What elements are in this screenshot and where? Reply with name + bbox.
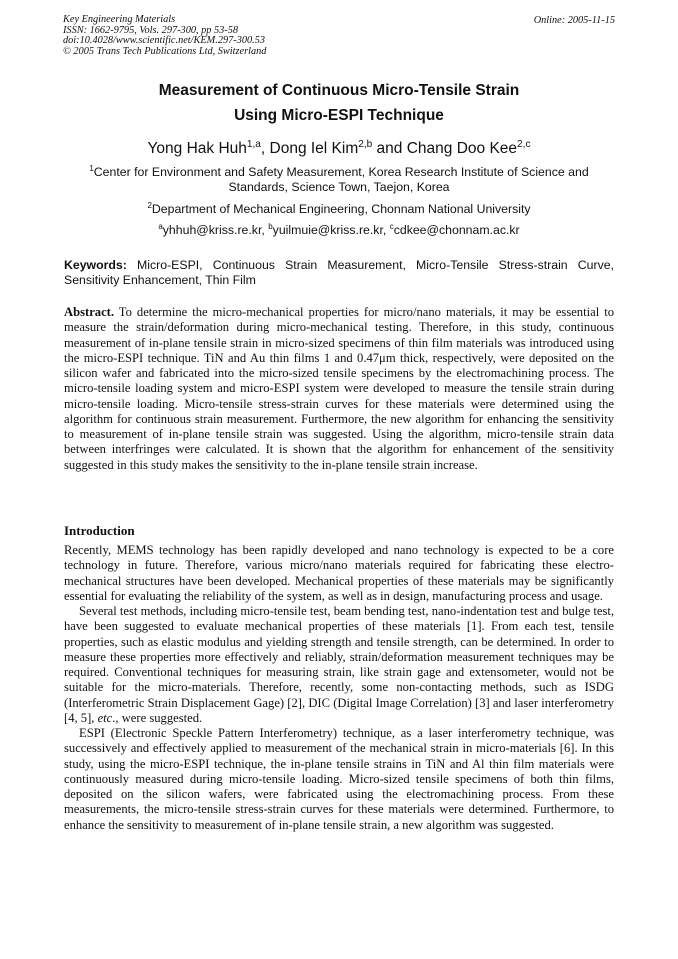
email-link[interactable]: yuilmuie@kriss.re.kr, bbox=[272, 223, 390, 237]
affiliation-1 bbox=[80, 165, 598, 195]
title-line-2: Using Micro-ESPI Technique bbox=[234, 107, 444, 124]
aff-sup: 1 bbox=[89, 163, 94, 173]
copyright: © 2005 Trans Tech Publications Ltd, Switzerland bbox=[63, 45, 267, 57]
abstract-text: To determine the micro-mechanical properties for micro/nano materials, it may be essential to measure the strain/deformation during micro-mechanical testing. Therefore, in this study, continuous measurement of in-plane tensile strain in micro-sized specimens of thin film materials was introduced using the micro-ESPI technique. TiN and Au thin films 1 and 0.47μm thick, respectively, were deposited on the silicon wafer and fabricated into the micro-sized tensile specimens by the electromachining process. The micro-tensile loading system and micro-ESPI system were developed to measure the tensile strain during micro-tensile loading. Micro-tensile stress-strain curves for these materials were determined using the algorithm for continuous strain measurement. Furthermore, the new algorithm for enhancing the sensitivity to measurement of in-plane tensile strain was suggested. Using the algorithm, micro-tensile strain data between interfringes were calculated. It is shown that the algorithm for enhancement of the sensitivity suggested in this study makes the sensitivity to the in-plane tensile strain increase. bbox=[64, 305, 614, 472]
sep: and bbox=[372, 140, 407, 157]
doi: doi:10.4028/www.scientific.net/KEM.297-300.53 bbox=[63, 35, 266, 47]
aff-text: Department of Mechanical Engineering, Chonnam National University bbox=[151, 202, 531, 216]
emails bbox=[0, 223, 678, 238]
aff-text: Center for Environment and Safety Measurement, Korea Research Institute of Science and Standards, Science Town, Taejon, Korea bbox=[93, 165, 589, 194]
title-line-1: Measurement of Continuous Micro-Tensile Strain bbox=[158, 82, 520, 99]
keywords bbox=[64, 258, 614, 287]
sep: , bbox=[260, 140, 270, 157]
author-sup: 2,c bbox=[517, 138, 531, 150]
paragraph: ESPI (Electronic Speckle Pattern Interferometry) technique, as a laser interferometry technique, was successively and effectively applied to measurement of the mechanical strain in micro-materials [6]. In this study, using the micro-ESPI technique, the in-plane tensile strains in TiN and Al thin film materials were continuously measured during micro-tensile loading. Micro-sized tensile specimens of both thin films, deposited on the silicon wafers, were fabricated using the electromachining process. From these measurements, the micro-tensile stress-strain curves for these materials were determined. Furthermore, to enhance the sensitivity to measurement of in-plane tensile strain, a new algorithm was suggested. bbox=[64, 726, 614, 832]
email-sup: c bbox=[389, 221, 394, 231]
paragraph bbox=[64, 604, 614, 726]
authors bbox=[0, 140, 678, 158]
section-heading: Introduction bbox=[64, 523, 135, 538]
abstract bbox=[64, 305, 614, 473]
keywords-label: Keywords: bbox=[64, 258, 127, 272]
author-sup: 1,a bbox=[246, 138, 261, 150]
aff-sup: 2 bbox=[147, 200, 152, 210]
keywords-text: Micro-ESPI, Continuous Strain Measurement, Micro-Tensile Stress-strain Curve, Sensitivity Enhancement, Thin Film bbox=[64, 258, 614, 287]
email-link[interactable]: cdkee@chonnam.ac.kr bbox=[393, 223, 520, 237]
affiliation-2 bbox=[0, 202, 678, 217]
text: ., were suggested. bbox=[112, 710, 203, 725]
journal-header bbox=[63, 15, 266, 57]
issn: ISSN: 1662-9795, Vols. 297-300, pp 53-58 bbox=[63, 24, 239, 36]
author-sup: 2,b bbox=[358, 138, 373, 150]
email-sup: a bbox=[158, 221, 163, 231]
email-sup: b bbox=[268, 221, 273, 231]
text: etc bbox=[97, 710, 113, 725]
text: Several test methods, including micro-tensile test, beam bending test, nano-indentation test and bulge test, have been suggested to evaluate mechanical properties of these materials [1]. From each test, tensile properties, such as elastic modulus and yielding strength and tensile strength, can be determined. In order to measure these properties more effectively and reliably, strain/deformation measurement techniques may be required. Conventional techniques for measuring strain, like strain gage and extensometer, would not be suitable for the micro-materials. Therefore, recently, some non-contacting methods, such as ISDG (Interferometric Strain Displacement Gage) [2], DIC (Digital Image Correlation) [3] and laser interferometry [4, 5], bbox=[64, 604, 614, 725]
abstract-label: Abstract. bbox=[64, 305, 115, 319]
introduction bbox=[64, 543, 614, 833]
author: Yong Hak Huh bbox=[147, 140, 247, 157]
journal-name: Key Engineering Materials bbox=[63, 14, 176, 25]
paragraph: Recently, MEMS technology has been rapidly developed and nano technology is expected to be a core technology in future. Therefore, various micro/nano materials required for fabricating these electro-mechanical structures have been developed. Mechanical properties of these materials may be significantly essential for evaluating the reliability of the system, as well as in design, manufacturing process and usage. bbox=[64, 543, 614, 603]
author: Chang Doo Kee bbox=[406, 140, 518, 157]
author: Dong Iel Kim bbox=[269, 140, 359, 157]
online-date: Online: 2005-11-15 bbox=[533, 15, 615, 26]
email-link[interactable]: yhhuh@kriss.re.kr, bbox=[162, 223, 269, 237]
